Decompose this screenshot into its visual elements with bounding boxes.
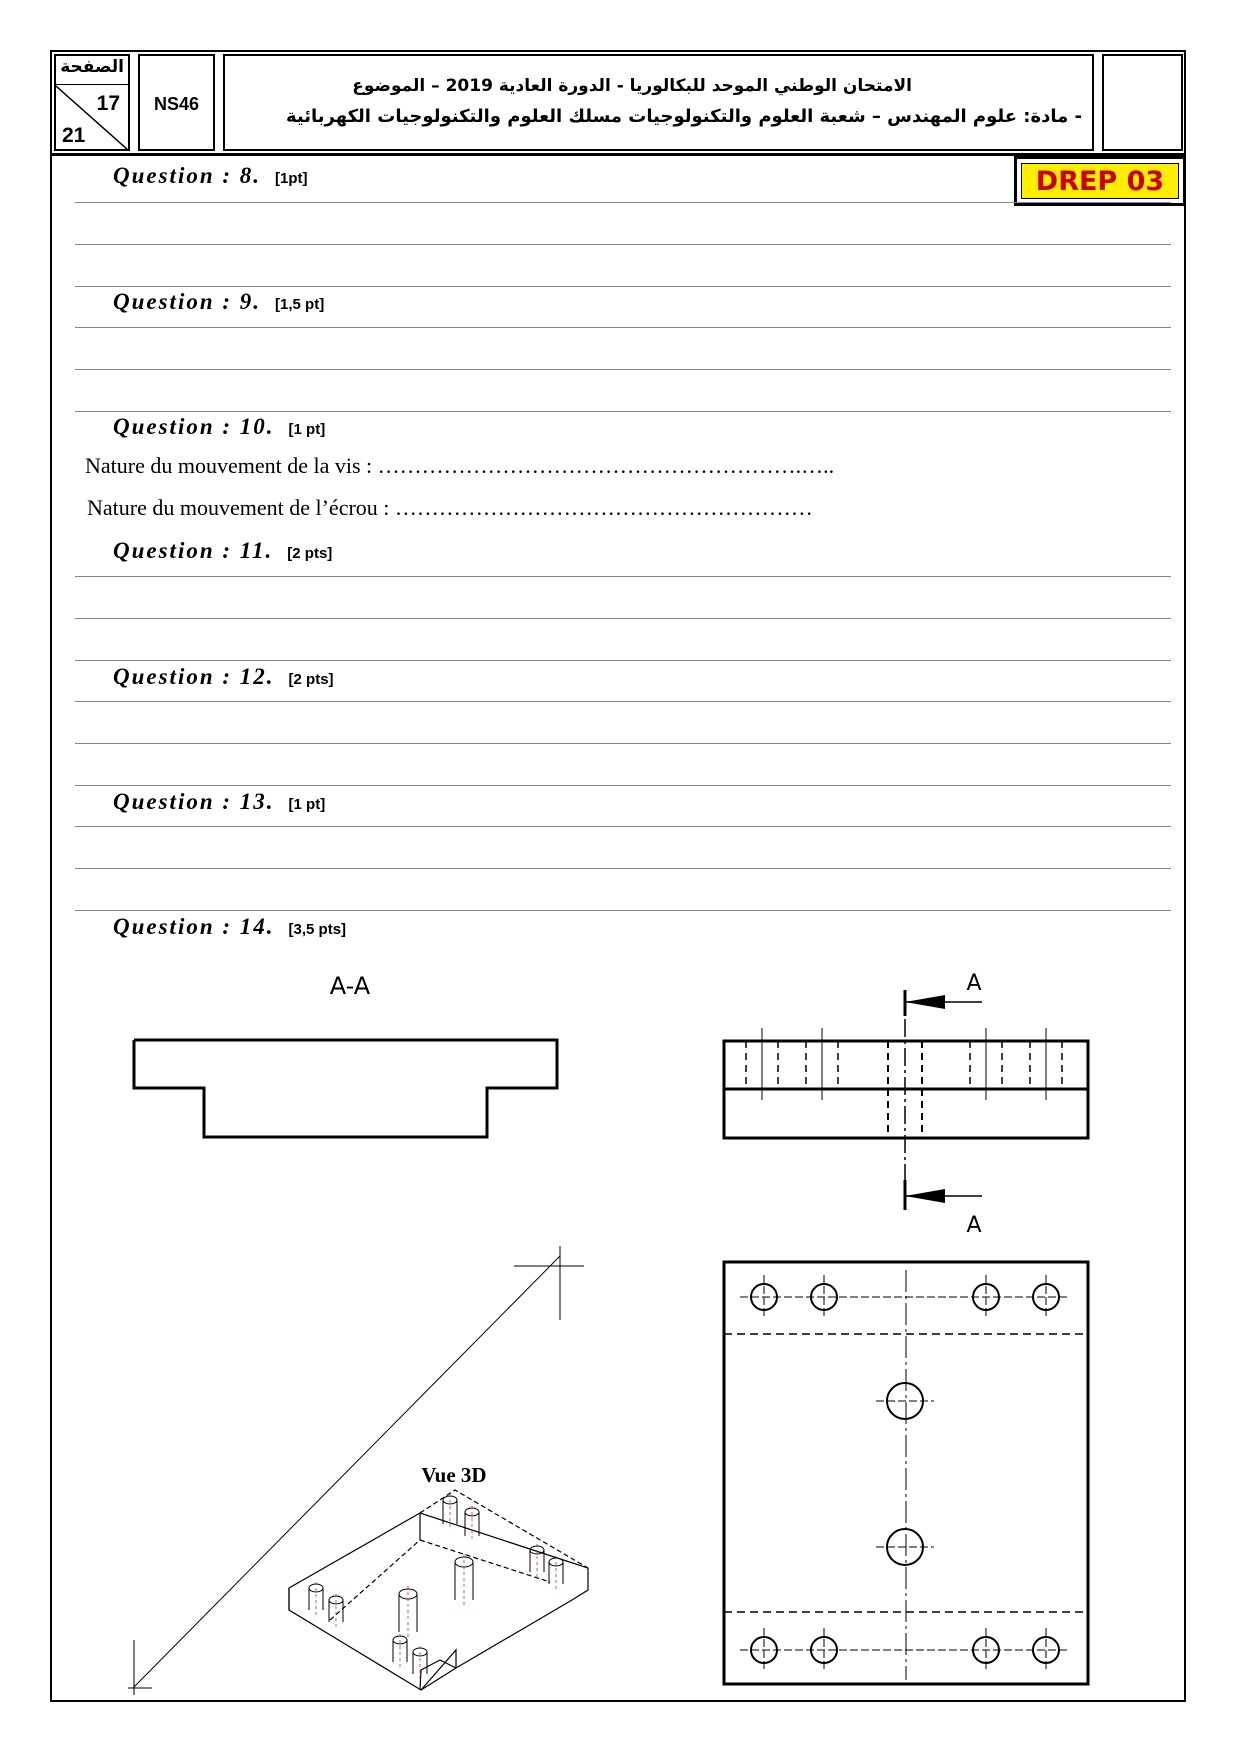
top-view bbox=[724, 1262, 1088, 1684]
question-10: Question : 10. [1 pt] bbox=[113, 414, 326, 439]
construction-line bbox=[128, 1246, 584, 1695]
page-label: الصفحة bbox=[60, 57, 124, 77]
nut-motion-line[interactable]: Nature du mouvement de l’écrou : ………………………………………………… bbox=[87, 495, 813, 520]
drep-label: DREP 03 bbox=[1021, 163, 1179, 199]
view3d-title: Vue 3D bbox=[421, 1463, 487, 1487]
cut-label-top: A bbox=[966, 971, 982, 996]
question-8: Question : 8. [1pt] bbox=[113, 163, 308, 188]
question-9: Question : 9. [1,5 pt] bbox=[113, 289, 325, 314]
question-12: Question : 12. [2 pts] bbox=[113, 664, 334, 689]
screw-motion-line[interactable]: Nature du mouvement de la vis : ………………………………………………….….. bbox=[85, 453, 835, 478]
section-view-aa bbox=[134, 1040, 557, 1137]
question-14: Question : 14. [3,5 pts] bbox=[113, 914, 347, 939]
isometric-3d-view bbox=[289, 1490, 588, 1690]
question-11: Question : 11. [2 pts] bbox=[113, 538, 333, 563]
front-view bbox=[724, 990, 1088, 1210]
cut-label-bottom: A bbox=[966, 1213, 982, 1238]
exam-title-line2: - مادة: علوم المهندس – شعبة العلوم والتكنولوجيات مسلك العلوم والتكنولوجيات الكهربائية bbox=[285, 106, 1082, 127]
question-13: Question : 13. [1 pt] bbox=[113, 789, 326, 814]
page-number: 17 bbox=[96, 92, 120, 115]
section-title: A-A bbox=[329, 972, 371, 1000]
page-total: 21 bbox=[62, 124, 86, 147]
exam-code: NS46 bbox=[153, 94, 200, 114]
exam-title-line1: الامتحان الوطني الموحد للبكالوريا - الدورة العادية 2019 – الموضوع bbox=[352, 76, 912, 96]
